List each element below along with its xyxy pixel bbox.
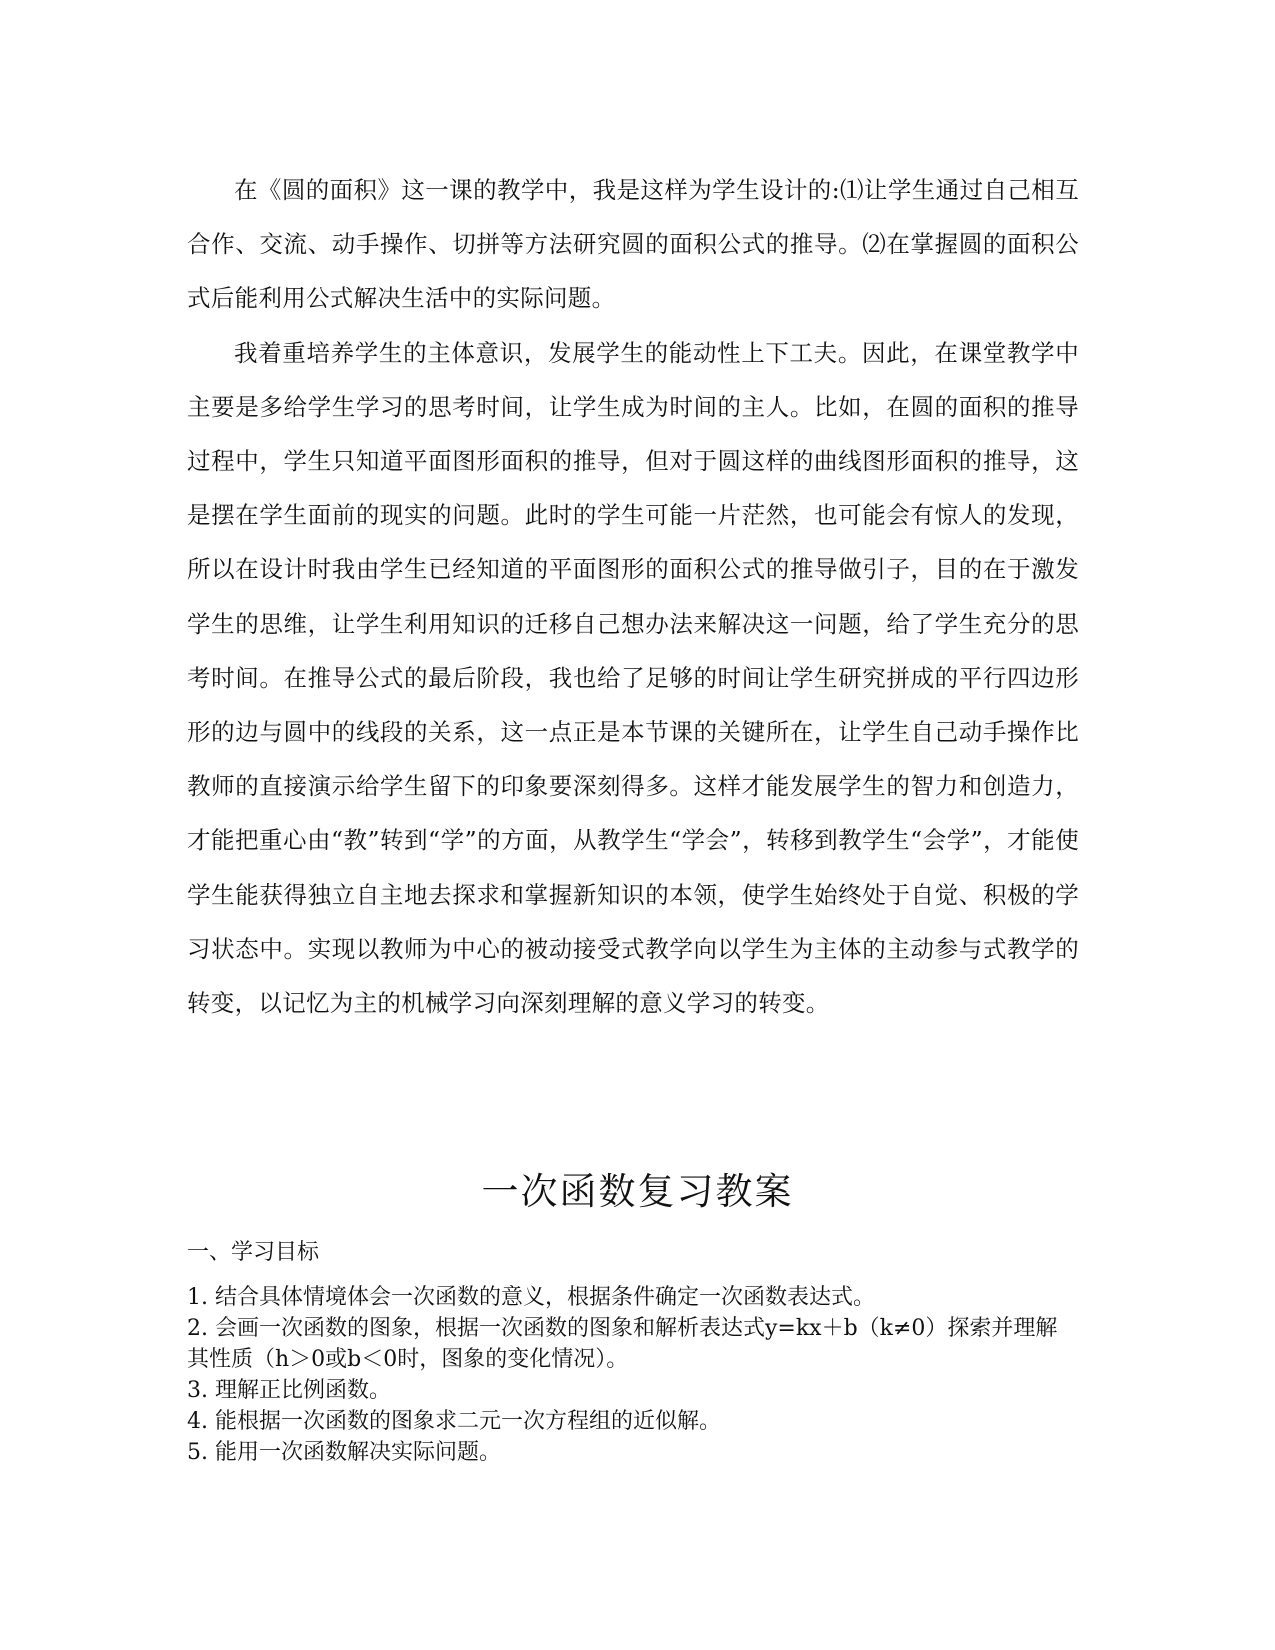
- list-item: 3. 理解正比例函数。: [187, 1378, 391, 1403]
- paragraph: 在《圆的面积》这一课的教学中，我是这样为学生设计的:⑴让学生通过自己相互合作、交流、动手操作、切拼等方法研究圆的面积公式的推导。⑵在掌握圆的面积公式后能利用公式解决生活中的实际问题。: [187, 176, 1079, 313]
- list-item: 5. 能用一次函数解决实际问题。: [187, 1440, 501, 1465]
- objectives-list: [187, 1282, 1079, 1468]
- section-heading: 一、学习目标: [187, 1240, 320, 1265]
- list-item: 4. 能根据一次函数的图象求二元一次方程组的近似解。: [187, 1409, 721, 1434]
- list-item: 2. 会画一次函数的图象，根据一次函数的图象和解析表达式y=kx＋b（k≠0）探索并理解其性质（h＞0或b＜0时，图象的变化情况）。: [187, 1316, 1058, 1372]
- list-item: 1. 结合具体情境体会一次函数的意义，根据条件确定一次函数表达式。: [187, 1285, 875, 1310]
- paragraph: 我着重培养学生的主体意识，发展学生的能动性上下工夫。因此，在课堂教学中主要是多给学生学习的思考时间，让学生成为时间的主人。比如，在圆的面积的推导过程中，学生只知道平面图形面积的推导，但对于圆这样的曲线图形面积的推导，这是摆在学生面前的现实的问题。此时的学生可能一片茫然，也可能会有惊人的发现，所以在设计时我由学生已经知道的平面图形的面积公式的推导做引子，目的在于激发学生的思维，让学生利用知识的迁移自己想办法来解决这一问题，给了学生充分的思考时间。在推导公式的最后阶段，我也给了足够的时间让学生研究拼成的平行四边形形的边与圆中的线段的关系，这一点正是本节课的关键所在，让学生自己动手操作比教师的直接演示给学生留下的印象要深刻得多。这样才能发展学生的智力和创造力，才能把重心由“教”转到“学”的方面，从教学生“学会”，转移到教学生“会学”，才能使学生能获得独立自主地去探求和掌握新知识的本领，使学生始终处于自觉、积极的学习状态中。实现以教师为中心的被动接受式教学向以学生为主体的主动参与式教学的转变，以记忆为主的机械学习向深刻理解的意义学习的转变。: [187, 338, 1079, 1018]
- reflection-text: [187, 163, 1079, 1030]
- document-title: 一次函数复习教案: [481, 1170, 794, 1213]
